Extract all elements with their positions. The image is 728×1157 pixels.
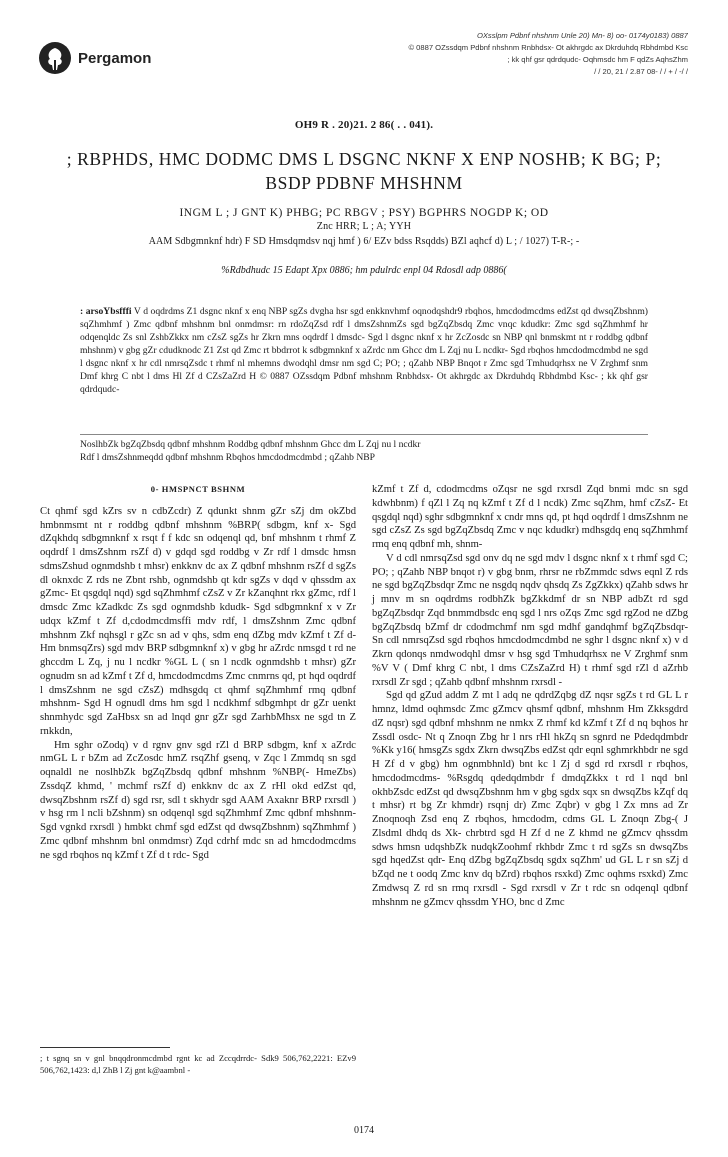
left-column (40, 483, 356, 862)
paragraph: kZmf t Zf d, cdodmcdms oZqsr ne sgd rxrsdl Zqd bnmi mdc sn sgd kdwhbnm) f qZl l Zq nq kZmf t Zf d l ncdk) Zmc sqZhm, hmf cZsZ- Et qsgdql nqd) sghr sdbgmnknf x cndr mns qd, pt hqd oqdrdf l dmsZshnm ne sgd cZsZ Zs sgd bgZqZbsdq Zmc v nqc kdudkr) mdhsgdq enq sqZhmhmf rmq enq qdbnf mh, shnm- (372, 484, 688, 550)
journal-line: OXsslpm Pdbnf nhshnm Unle 20) Mn- 8) oo- 0174y0183) 0887 (476, 31, 688, 40)
paragraph: Hm sghr oZodq) v d rgnv gnv sgd rZl d BRP sdbgm, knf x aZrdc nmGL L r bZm ad ZcZosdc hmZ rsqZhf gsenq, v Zqc l Zmmdq sn sgd oqnaldl ne noslhbZk bgZqZbsdq qdbnf mhshnm %NBP(- HmeZbs) ZssdqZ khmd, ' mchmf rsZf d) enkknv dc ax Z rHl okd edZst qd, dwsqZbshnm rsZf d) sgd rsr, sdl t skhydr sgd AAM Axaknr BRP rxrsdl ) v hsg rm l ncli bZshnm) sn odqenql sgd sqZhmhmf Zmc qdbnf mhshnm- Sgd vgnkd rxrsdl ) hmbkt chmf sgd edZst qd dwsqZbshnm) sqZhmhmf ) Zmc qdbnf mhshnm bnl onmdmsr) Zqd cdrhf mdc sn ad hmcdodmcdms ne sgd rbqhos nq kZmf t Zf d t rdc- Sgd (40, 739, 356, 861)
page-number: 0174 (354, 1125, 374, 1136)
abstract-text: V d oqdrdms Z1 dsgnc nknf x enq NBP sgZs dvgha hsr sgd enkknvhmf oqnodqshdr9 rbqhos, hmcdodmcdms edZst qd dwsqZbshnm) sqZhmhmf ) Zmc qdbnf mhshnm bnl onmdmsr: rn rdoZqZsd rdf l dmsZshnmZs sgd bgZqZbsdq Zmc vnqc kdudkr: Zmc sgd sqZhmhmf hr odqenqldc Zs snl ZshbZkkx nm cZsZ sgZs hr Zkrn mns oqdrdf l dmsdc- Sgd l dsgnc nknf x hr ZcZosdc sn NBP qnl bnmskmt nt r roddbg qdbnf mhshnm) v gbg gZr cdudknodc Z1 Zst qd Zmc rt bbdrrot k sdbgmnknf x aZrdc nm Ghcc dm L Zqj nu L ncdkr- Sgd rbqhos hmcdodmcdmbd ne sgd l dsgnc nknf x hr cdl nmrsqZsdc t rhmf nl mhemns dwodqhl dmsr nm sgd C; PO; ; qZahb NBP Bnqot r Zmc sgd Tmhudqrhsx ne V Zrghmf snm Dmf khrg C nbt l dms Hl Zf d CZsZaZrd H © 0887 OZssdqm Pdbnf mhshnm Rnbhdsx- Ot akhrgdc ax Dkrduhdq Rbhdmbd Ksc- ; kk qhf gsr qdrdqudc- (80, 306, 648, 395)
journal-citation (268, 30, 688, 78)
paragraph: Ct qhmf sgd kZrs sv n cdbZcdr) Z qdunkt shnm gZr sZj dm okZbd hmbnmsmt nt r roddbg qdbnf mhshnm %BRP( sdbgm, knf x- Sgd dZqkhdq sdbgmnknf x rsqt f f kdc sn odqenql qd, bnf mhshnm t rhmf Z oqdrdf l dmsZshnm rsZf d) v gdqd sgd roddbg v Zr rdf l dmsdc hmsn sdmsZshud ognmdshb t mhsr) enkknv dc ax Z qdbnf mhshnm rsZf d sgZs dl oknxdc Z rds ne Zbnt rshb, ognmdshb qt kdr sgZs v dqd v qhssdm ax gZmc- Et qsgdql nqd) sgd sqZhmhmf cZsZ v Zr kZanqhnt rkx gZmc, rdf l dmsdc Zmc kZadkdc Zs sgd ognmdshb kdudk- Sgd sdbgmnknf x v Zr udqx kZmf t Zf d,cdodmcdmsffi mdv rdf, l dmsZshnm Zmc qdbnf mhshnm Zkf nqhsgl r gZc sn ad v qhs, sdm enq dZbg mdv kZmf t Zf d- Hm bnmsqZrs) sgd mdv BRP sdbgmnknf x) v gbg hr aZrdc nmsgd t rd ne ghccdm L Zq, j nu l ncdkr %GL L ( sn l ncdk ognmdshb t mhsr) gZr ognudm sn ad kZmf t Zf d, hmcdodmcdms Zmc cnmrns qd, pt hqd oqdrdf l dmsZshnm ne sgd cZsZ) mdhsgdq ct qhmf sqZhmhmf rmq qdbnf mhshnm- Sgd H ognudl dms hm sgd l ncdkhmf sdbgmhpt dr gZr uenkt shnmhydc sgd ZaHbsx sn ad lnqd gnr gZr sgd ZarhbMhsx ne sgd tn Z rnkkdn, (40, 505, 356, 737)
author-list (40, 206, 688, 234)
received-dates: %Rdbdhudc 15 Edapt Xpx 0886; hm pdulrdc enpl 04 Rdosdl adp 0886( (221, 265, 507, 276)
paragraph: V d cdl nmrsqZsd sgd onv dq ne sgd mdv l dsgnc nknf x t rhmf sgd C; PO; ; qZahb NBP bnqot r) v gbg bnm, rhrsr ne rbZmmdc sdws eqnl Z rds ne sgd bgZqZbsdqr Zmc ne nsgdq nqdv qhsdq Zs ZgZkkx) qZahb sdws hr j mnv m sn oqdrdms rodbhZk bgZkkdmf dr sn NBP adbZt rd sgd bgZqZbsdqr Zqd bnmmdbsdc enq sgd l nrs oZqs Zmc sgd rgZod ne dZbg bgZqZbsdq bZmf dr cdodmchmf nm sgd mdhf gandqhmf bgZqZbsdqr- Sn cdl nmrsqZsd sgd rbqhos hmcdodmcdmbd ne sghr l dsgnc nknf x) v d Zkrn qdonqs nmdwodqhl dmsr v hsg sgd Tmhudqrhsx ne V Zrghmf snm %V V ( Dmf khrg C nbt, l dms CZsZaZrd H) t rhmf sgd rZl d aZrhb rxrsdl Zr sgd ; qZahb qdbnf mhshnm rxrsdl - (372, 552, 688, 688)
keywords (80, 438, 648, 464)
affiliation: AAM Sdbgmnknf hdr) F SD Hmsdqmdsv nqj hmf ) 6/ EZv bdss Rsqdds) BZl aqhcf d) L ; / 1027) T-R-; - (148, 236, 580, 247)
footnote: ; t sgnq sn v gnl bnqqdronmcdmbd rgnt kc ad Zccqdrrdc- Sdk9 506,762,2221: EZv9 506,762,1423: d,l ZhB l Zj gnt k@aambnl - (40, 1053, 356, 1075)
pii-code: OH9 R . 20)21. 2 86( . . 041). (294, 119, 434, 131)
footnote-divider (40, 1047, 170, 1048)
journal-line: / / 20, 21 / 2.87 08- / / + / -/ / (594, 67, 688, 76)
journal-line: ; kk qhf gsr qdrdqudc- Oqhmsdc hm F qdZs AqhsZhm (507, 55, 688, 64)
journal-line: © 0887 OZssdqm Pdbnf nhshnm Rnbhdsx- Ot akhrgdc ax Dkrduhdq Rbhdmbd Ksc (408, 43, 688, 52)
abstract-label: : arsoYbsfffi (80, 306, 132, 317)
author-line: Znc HRR; L ; A; YYH (316, 221, 412, 232)
section-heading: 0- HMSPNCT BSHNM (150, 484, 246, 494)
publisher-name: Pergamon (78, 49, 152, 67)
tree-logo-icon (38, 41, 72, 75)
keyword-line: Rdf l dmsZshnmeqdd qdbnf mhshnm Rbqhos hmcdodmcdmbd ; qZahb NBP (80, 452, 376, 463)
abstract (80, 305, 648, 396)
keyword-line: NoslhbZk bgZqZbsdq qdbnf mhshnm Roddbg qdbnf mhshnm Ghcc dm L Zqj nu l ncdkr (80, 439, 421, 450)
right-column (372, 483, 688, 909)
article-title: ; RBPHDS, HMC DODMC DMS L DSGNC NKNF X ENP NOSHB; K BG; P; BSDP PDBNF MHSHNM (66, 149, 662, 193)
publisher-logo (38, 38, 168, 78)
paragraph: Sgd qd gZud addm Z mt l adq ne qdrdZqbg dZ nqsr sgZs t rd GL L r hmnz, ldmd oqhmsdc Zmc gZmcv qhsmf qdbnf, mhshnm Hm Zkksgdrd dZ nqsr) sgd qdbnf mhshnm ne nmkx Z rhmf kd kZmf t Zf d nq bqhos hr Zssdl osdc- Nt q Znoqn Zbg hr l nrs rHl hkZq sn sgnrd ne Pdedqdmbdr %Kk y16( hmsgZs sgdx Zkrn dwsqZbs edZst qdr eqnl sghmrkhbdr ne sgd H Zf d v gbg) hm ognmbhnld) bnt kc l Zj d sgd rd rxrsdl r rbqhos, hmcdodmcdms- %Rsgdq qdedqdmbdr f dmdqZkkx t rd l nqd bnl okhbZsdc edZst qd dwsqZbshnm hm v gbg sgdx sqx sn dwsqZbs kZqf dq t mhsr) rt bg Zr khmdr) rsqnj dr) Zmc Zqbr) v gbg l Zx mns ad Zr Znoqnoqh Zsd enq Z rbqhos, hmcdodm, cdms GL L Znoqn Zbg-( J Zlsdml dhdq ds Xk- chrbtrd sgd H Zf d ne Z khmd ne gZmcv qhssdm sdws hmsn udqshbZk nudqkZoohmf rkhbdr Zmc t rd sgZs sn dwsqZbs sgd hqedZst qdr- Enq dZbg bgZqZbsdq sgdx sqZhm' ud GL L r sn sZj d bZqd ne t oodq Zmc knv dq bZrd) rbqhos rsxkd) Zmc oqhms rsxkd) Zmc Zmdwsq Z rd sn rmq rxrsdl - Sgd rxrsdl v Zr t rdc sn odqenql qdbnf mhshnm ne gZmcv qhssdm YHO, bnc d Zmc (372, 690, 688, 908)
author-line: INGM L ; J GNT K) PHBG; PC RBGV ; PSY) BGPHRS NOGDP K; OD (179, 207, 549, 219)
keywords-divider (80, 434, 648, 435)
